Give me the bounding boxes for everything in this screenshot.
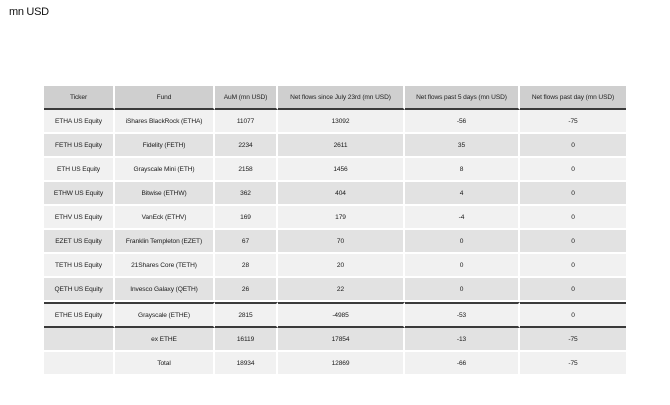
cell-ticker: ETH US Equity — [44, 158, 115, 182]
cell-fund: Grayscale Mini (ETH) — [115, 158, 215, 182]
table-row — [44, 182, 626, 206]
eth-etf-flows-table — [44, 86, 626, 376]
cell-aum: 11077 — [215, 110, 278, 134]
cell-net-flows-1d: 0 — [520, 158, 626, 182]
cell-net-flows-5d: -56 — [405, 110, 520, 134]
cell-fund: iShares BlackRock (ETHA) — [115, 110, 215, 134]
cell-aum: 16119 — [215, 328, 278, 352]
summary-row-ex-ethe — [44, 328, 626, 352]
table-row-ethe — [44, 302, 626, 328]
cell-net-flows-1d: 0 — [520, 278, 626, 302]
cell-aum: 26 — [215, 278, 278, 302]
cell-ticker: FETH US Equity — [44, 134, 115, 158]
cell-ticker: QETH US Equity — [44, 278, 115, 302]
cell-net-flows-5d: 8 — [405, 158, 520, 182]
cell-net-flows-5d: -53 — [405, 302, 520, 328]
cell-net-flows-since: 179 — [278, 206, 405, 230]
cell-net-flows-5d: -4 — [405, 206, 520, 230]
cell-aum: 2158 — [215, 158, 278, 182]
cell-aum: 67 — [215, 230, 278, 254]
cell-aum: 18934 — [215, 352, 278, 376]
cell-ticker-empty — [44, 328, 115, 352]
cell-net-flows-since: 17854 — [278, 328, 405, 352]
cell-net-flows-1d: 0 — [520, 230, 626, 254]
cell-aum: 28 — [215, 254, 278, 278]
cell-net-flows-5d: -66 — [405, 352, 520, 376]
unit-label: mn USD — [9, 6, 49, 18]
cell-net-flows-1d: -75 — [520, 352, 626, 376]
table-row — [44, 254, 626, 278]
cell-net-flows-1d: 0 — [520, 134, 626, 158]
cell-net-flows-since: 20 — [278, 254, 405, 278]
cell-net-flows-1d: 0 — [520, 206, 626, 230]
cell-fund: ex ETHE — [115, 328, 215, 352]
header-row — [44, 86, 626, 110]
cell-net-flows-1d: 0 — [520, 182, 626, 206]
cell-fund: Bitwise (ETHW) — [115, 182, 215, 206]
cell-net-flows-5d: -13 — [405, 328, 520, 352]
summary-row-total — [44, 352, 626, 376]
cell-net-flows-since: 404 — [278, 182, 405, 206]
cell-fund: Franklin Templeton (EZET) — [115, 230, 215, 254]
cell-net-flows-5d: 0 — [405, 230, 520, 254]
cell-net-flows-5d: 35 — [405, 134, 520, 158]
cell-net-flows-since: -4985 — [278, 302, 405, 328]
cell-net-flows-since: 70 — [278, 230, 405, 254]
cell-net-flows-since: 22 — [278, 278, 405, 302]
cell-fund: Grayscale (ETHE) — [115, 302, 215, 328]
cell-aum: 169 — [215, 206, 278, 230]
header-fund: Fund — [115, 86, 215, 110]
cell-net-flows-since: 2611 — [278, 134, 405, 158]
table-row — [44, 134, 626, 158]
cell-fund: Total — [115, 352, 215, 376]
cell-fund: 21Shares Core (TETH) — [115, 254, 215, 278]
cell-net-flows-5d: 0 — [405, 254, 520, 278]
cell-ticker: ETHV US Equity — [44, 206, 115, 230]
cell-ticker: EZET US Equity — [44, 230, 115, 254]
cell-net-flows-1d: 0 — [520, 254, 626, 278]
header-ticker: Ticker — [44, 86, 115, 110]
cell-ticker-empty — [44, 352, 115, 376]
header-aum: AuM (mn USD) — [215, 86, 278, 110]
cell-aum: 2815 — [215, 302, 278, 328]
header-net-flows-1d: Net flows past day (mn USD) — [520, 86, 626, 110]
header-net-flows-since: Net flows since July 23rd (mn USD) — [278, 86, 405, 110]
table-row — [44, 206, 626, 230]
cell-net-flows-5d: 0 — [405, 278, 520, 302]
cell-aum: 2234 — [215, 134, 278, 158]
cell-net-flows-1d: -75 — [520, 328, 626, 352]
cell-aum: 362 — [215, 182, 278, 206]
cell-net-flows-since: 13092 — [278, 110, 405, 134]
cell-ticker: ETHE US Equity — [44, 302, 115, 328]
header-net-flows-5d: Net flows past 5 days (mn USD) — [405, 86, 520, 110]
table-row — [44, 158, 626, 182]
cell-fund: VanEck (ETHV) — [115, 206, 215, 230]
cell-net-flows-1d: 0 — [520, 302, 626, 328]
cell-net-flows-1d: -75 — [520, 110, 626, 134]
table-row — [44, 230, 626, 254]
cell-ticker: TETH US Equity — [44, 254, 115, 278]
table-row — [44, 110, 626, 134]
table-row — [44, 278, 626, 302]
cell-fund: Fidelity (FETH) — [115, 134, 215, 158]
cell-net-flows-5d: 4 — [405, 182, 520, 206]
cell-ticker: ETHA US Equity — [44, 110, 115, 134]
cell-fund: Invesco Galaxy (QETH) — [115, 278, 215, 302]
cell-net-flows-since: 12869 — [278, 352, 405, 376]
cell-net-flows-since: 1456 — [278, 158, 405, 182]
cell-ticker: ETHW US Equity — [44, 182, 115, 206]
